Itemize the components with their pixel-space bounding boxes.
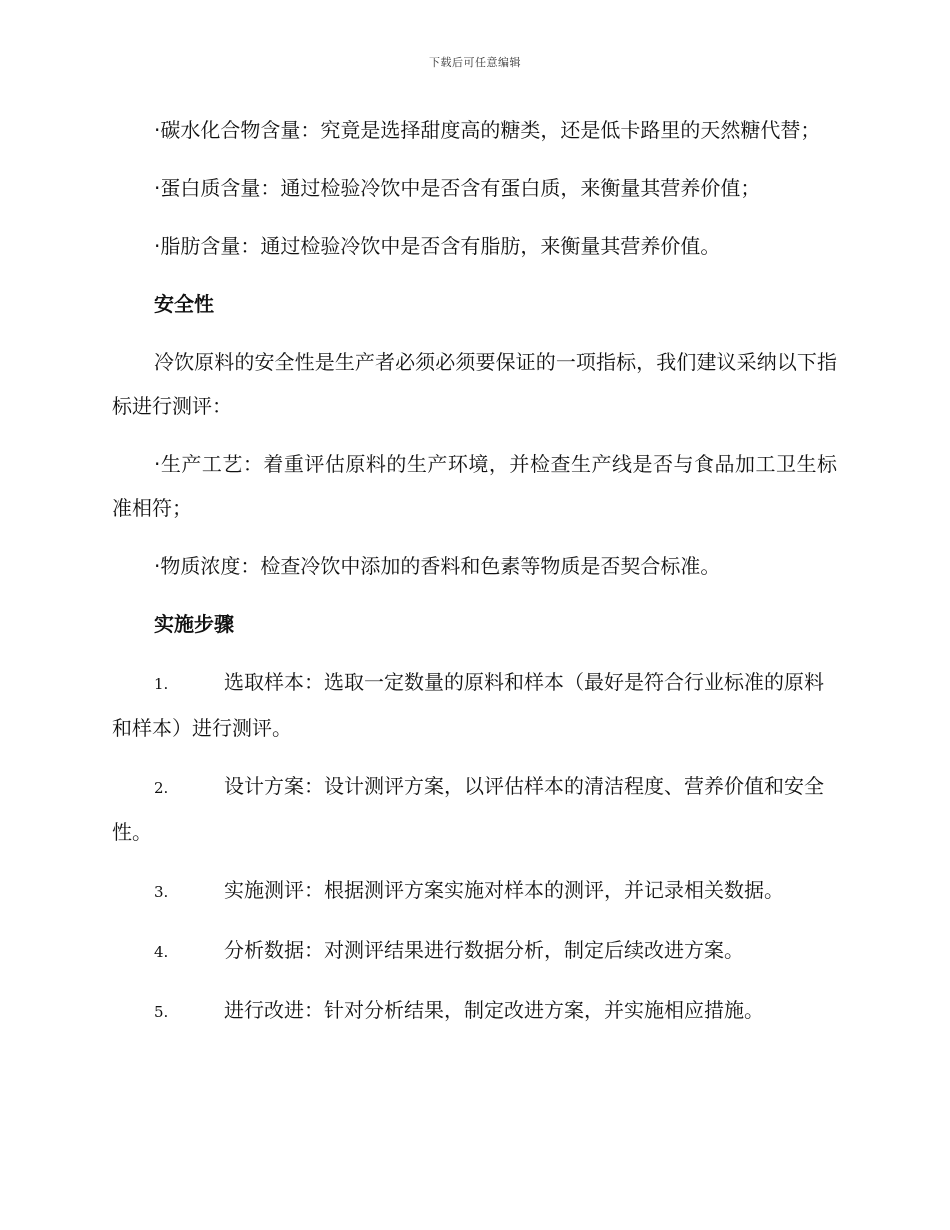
- step-text: 分析数据：对测评结果进行数据分析，制定后续改进方案。: [224, 938, 744, 962]
- step-item: [112, 764, 837, 854]
- step-number: 1.: [154, 675, 169, 693]
- step-text: 选取样本：选取一定数量的原料和样本（最好是符合行业标准的原料和样本）进行测评。: [112, 670, 824, 740]
- step-number: 2.: [154, 779, 169, 797]
- step-item: [112, 868, 837, 914]
- step-text: 设计方案：设计测评方案，以评估样本的清洁程度、营养价值和安全性。: [112, 774, 824, 844]
- bullet-protein: ·蛋白质含量：通过检验冷饮中是否含有蛋白质，来衡量其营养价值；: [154, 176, 761, 200]
- page-header: 下载后可任意编辑: [429, 56, 521, 69]
- safety-intro: 冷饮原料的安全性是生产者必须必须要保证的一项指标，我们建议采纳以下指标进行测评：: [112, 350, 837, 418]
- bullet-substance-concentration: ·物质浓度：检查冷饮中添加的香料和色素等物质是否契合标准。: [154, 554, 721, 578]
- document-body: [112, 108, 837, 1048]
- step-item: [112, 928, 837, 974]
- step-item: [112, 660, 837, 750]
- section-heading-steps: 实施步骤: [154, 612, 234, 636]
- step-number: 5.: [154, 1003, 169, 1021]
- bullet-production-process: ·生产工艺：着重评估原料的生产环境，并检查生产线是否与食品加工卫生标准相符；: [112, 452, 837, 520]
- bullet-fat: ·脂肪含量：通过检验冷饮中是否含有脂肪，来衡量其营养价值。: [154, 234, 721, 258]
- step-text: 实施测评：根据测评方案实施对样本的测评，并记录相关数据。: [224, 878, 784, 902]
- step-number: 3.: [154, 883, 169, 901]
- step-number: 4.: [154, 943, 169, 961]
- bullet-carbohydrate: ·碳水化合物含量：究竟是选择甜度高的糖类，还是低卡路里的天然糖代替；: [154, 118, 821, 142]
- step-item: [112, 988, 837, 1034]
- section-heading-safety: 安全性: [154, 292, 214, 316]
- step-text: 进行改进：针对分析结果，制定改进方案，并实施相应措施。: [224, 998, 764, 1022]
